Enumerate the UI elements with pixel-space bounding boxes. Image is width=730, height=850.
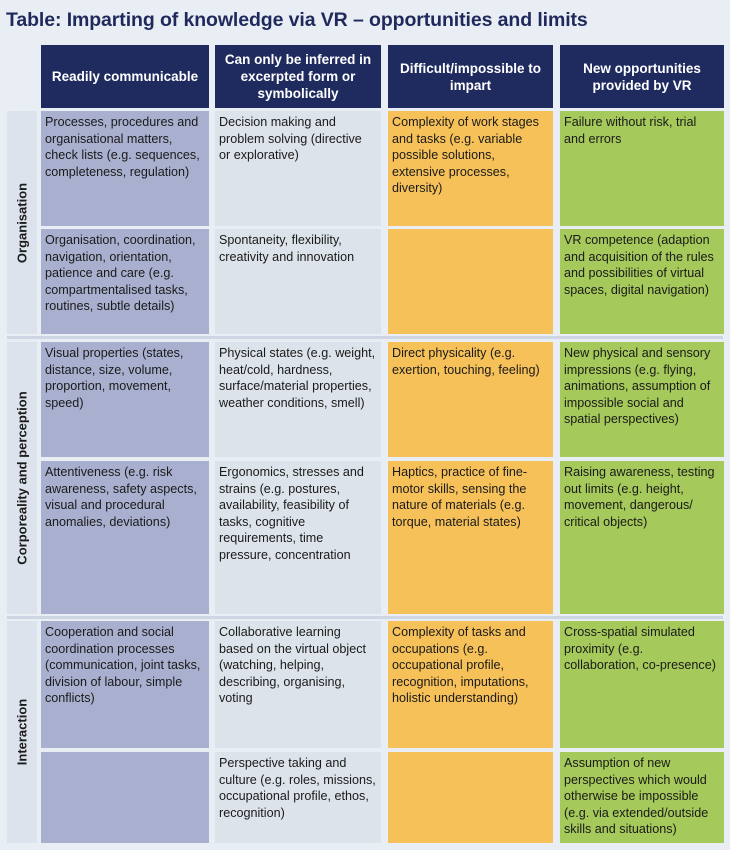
table-cell: Complexity of work stages and tasks (e.g. variable possible solutions, extensive processes, diversity) xyxy=(388,111,553,226)
header-new-opportunities: New opportunities provided by VR xyxy=(560,45,724,108)
table-cell: Raising awareness, testing out limits (e.g. height, movement, dangerous/ critical objects) xyxy=(560,461,724,614)
row-label-organisation xyxy=(7,111,37,334)
table-title: Table: Imparting of knowledge via VR – opportunities and limits xyxy=(6,9,588,31)
header-inferred-symbolically: Can only be inferred in excerpted form or symbolically xyxy=(215,45,381,108)
row-label-text: Corporeality and perception xyxy=(14,391,30,565)
table-cell: Ergonomics, stresses and strains (e.g. postures, availability, feasibility of tasks, cognitive requirements, time pressure, concentration xyxy=(215,461,381,614)
table-cell: Assumption of new perspectives which would otherwise be impossible (e.g. via extended/outside skills and situations) xyxy=(560,752,724,843)
row-label-interaction xyxy=(7,621,37,843)
table-cell xyxy=(41,752,209,843)
group-divider xyxy=(7,336,723,339)
table-cell: Complexity of tasks and occupations (e.g. occupational profile, recognition, imputations, holistic understanding) xyxy=(388,621,553,748)
table-cell: Failure without risk, trial and errors xyxy=(560,111,724,226)
table-cell: Direct physicality (e.g. exertion, touching, feeling) xyxy=(388,342,553,457)
table-cell: VR competence (adaption and acquisition of the rules and possibilities of virtual spaces, digital navigation) xyxy=(560,229,724,334)
table-cell: New physical and sensory impressions (e.g. flying, animations, assumption of impossible social and spatial perspectives) xyxy=(560,342,724,457)
table-cell: Spontaneity, flexibility, creativity and innovation xyxy=(215,229,381,334)
table-cell: Haptics, practice of fine-motor skills, sensing the nature of materials (e.g. torque, material states) xyxy=(388,461,553,614)
table-cell: Cross-spatial simulated proximity (e.g. collaboration, co-presence) xyxy=(560,621,724,748)
row-label-text: Interaction xyxy=(14,698,30,766)
table-cell: Organisation, coordination, navigation, orientation, patience and care (e.g. compartmentalised tasks, routines, subtle details) xyxy=(41,229,209,334)
header-readily-communicable: Readily communicable xyxy=(41,45,209,108)
header-difficult-to-impart: Difficult/impossible to impart xyxy=(388,45,553,108)
table-cell: Decision making and problem solving (directive or explorative) xyxy=(215,111,381,226)
table-cell: Perspective taking and culture (e.g. roles, missions, occupational profile, ethos, recognition) xyxy=(215,752,381,843)
table-cell: Attentiveness (e.g. risk awareness, safety aspects, visual and procedural anomalies, deviations) xyxy=(41,461,209,614)
table-cell: Collaborative learning based on the virtual object (watching, helping, describing, organising, voting xyxy=(215,621,381,748)
table-cell xyxy=(388,229,553,334)
table-cell: Visual properties (states, distance, size, volume, proportion, movement, speed) xyxy=(41,342,209,457)
group-divider xyxy=(7,616,723,619)
table-cell: Cooperation and social coordination processes (communication, joint tasks, division of labour, simple conflicts) xyxy=(41,621,209,748)
row-label-corporeality xyxy=(7,342,37,614)
table-cell xyxy=(388,752,553,843)
table-cell: Physical states (e.g. weight, heat/cold, hardness, surface/material properties, weather conditions, smell) xyxy=(215,342,381,457)
row-label-text: Organisation xyxy=(14,182,30,263)
table-cell: Processes, procedures and organisational matters, check lists (e.g. sequences, completeness, regulation) xyxy=(41,111,209,226)
